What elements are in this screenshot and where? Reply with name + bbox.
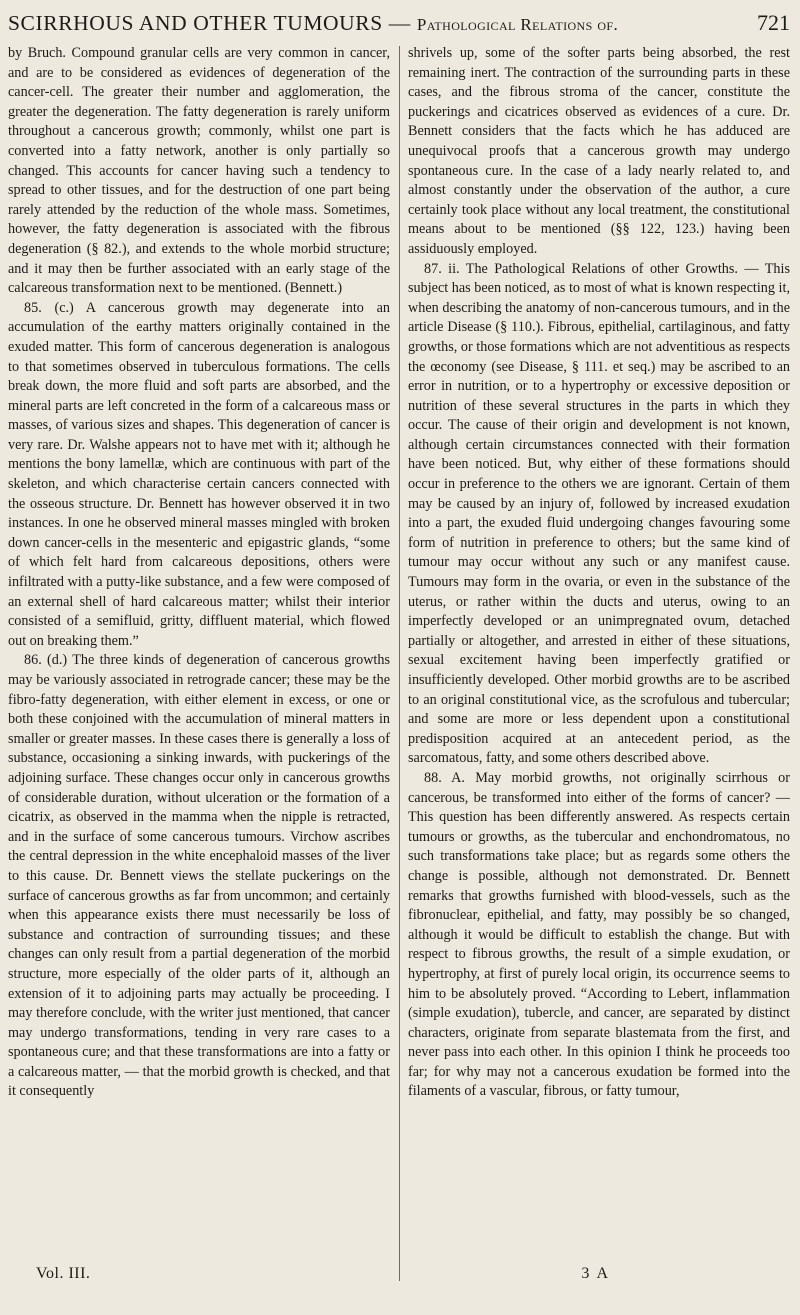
running-title: [8, 11, 618, 36]
paragraph: by Bruch. Compound granular cells are very common in cancer, and are to be considered as evidences of degeneration of the cancer-cell. The greater their number and agglomeration, the greater the degeneration. The fatty degeneration is rarely uniform throughout a cancerous growth; commonly, whilst one part is converted into a fatty network, another is only partially so changed. This accounts for cancer having such a tendency to spread to other tissues, and for the destruction of one part being rarely attended by the reduction of the whole mass. Sometimes, however, the fatty degeneration is associated with the fibrous degeneration (§ 82.), and extends to the whole morbid structure; and it may then be further associated with an early stage of the calcareous transformation next to be mentioned. (Bennett.): [8, 45, 390, 297]
text-columns: [8, 44, 790, 1284]
running-header: [8, 10, 790, 44]
running-title-section: Pathological Relations of.: [416, 15, 619, 34]
running-title-main: SCIRRHOUS AND OTHER TUMOURS —: [8, 11, 417, 35]
column-divider: [399, 46, 400, 1281]
signature-mark: 3 A: [581, 1265, 610, 1282]
page-number: 721: [757, 10, 790, 35]
volume-label: Vol. III.: [36, 1265, 91, 1282]
paragraph: 86. (d.) The three kinds of degeneration of cancerous growths may be variously associated in retrograde cancer; these may be the fibro-fatty degeneration, with either element in excess, or one or both these conjoined with the accumulation of mineral matters in smaller or greater masses. In these cases there is generally a loss of substance, occasioning a sinking inwards, with puckerings of the adjoining surface. These changes occur only in cancerous growths of considerable duration, without ulceration or the formation of a cicatrix, as observed in the mamma when the nipple is retracted, and in the surface of some cancerous tumours. Virchow ascribes the central depression in the white encephaloid masses of the liver to this cause. Dr. Bennett views the stellate puckerings on the surface of cancerous growths as far from uncommon; and certainly when this appearance exists there must necessarily be loss of substance and contraction of surrounding tissues; and these changes can only result from a partial degeneration of the morbid structure, more especially of the older parts of it, although an extension of it to adjoining parts may actually be proceeding. I may therefore conclude, with the writer just mentioned, that cancer may undergo transformations, tending in very rare cases to a spontaneous cure; and that these transformations are into a fatty or a calcareous matter, — that the morbid growth is checked, and that it consequently: [8, 652, 390, 1100]
paragraph: 87. ii. The Pathological Relations of other Growths. — This subject has been noticed, as to most of what is known respecting it, when describing the anatomy of non-cancerous tumours, and in the article Disease (§ 110.). Fibrous, epithelial, cartilaginous, and fatty growths, or those formations which are not adventitious as respects the œconomy (see Disease, § 111. et seq.) may be ascribed to an error in nutrition, or to a hypertrophy or excessive deposition or nutrition of these several structures in the parts in which they occur. The cause of their origin and development is not known, although certain circumstances connected with their formation have been noticed. But, why either of these formations should occur in preference to the others we are ignorant. Certain of them may be caused by an injury of, followed by increased exudation into a part, the exuded fluid undergoing changes favouring some form of nutrition in preference to others; but the same kind of tumour may occur without any such or any manifest cause. Tumours may form in the ovaria, or even in the substance of the uterus, or rather within the ducts and uterus, owing to an imperfectly developed or an unimpregnated ovum, detached partially or altogether, and arrested in either of these situations, sexual excitement having been imperfectly gratified or insufficiently developed. Other morbid growths are to be ascribed to an original constitutional vice, as the scrofulous and tubercular; and some are more or less dependent upon a constitutional predisposition acquired at an antecedent period, as the sarcomatous, fatty, and some others described above.: [408, 260, 790, 767]
page-footer: [8, 1265, 790, 1287]
left-column: [8, 44, 390, 1284]
paragraph: 88. A. May morbid growths, not originally scirrhous or cancerous, be transformed into either of the forms of cancer? — This question has been differently answered. As respects certain tumours or growths, as the tubercular and enchondromatous, no such transformations take place; but as regards some others the change is possible, although not demonstrated. Dr. Bennett remarks that growths furnished with blood-vessels, such as the fibronuclear, epithelial, and fatty, may possibly be so changed, although it would be difficult to establish the change. But with respect to fibrous growths, the result of a simple exudation, or hypertrophy, at first of purely local origin, its occurrence seems to him to be absolutely proved. “According to Lebert, inflammation (simple exudation), tubercle, and cancer, are separated by distinct characters, originate from separate blastemata from the first, and never pass into each other. In this opinion I think he proceeds too far; for why may not a cancerous exudation be formed into the filaments of a vascular, fibrous, or fatty tumour,: [408, 769, 790, 1100]
paragraph: 85. (c.) A cancerous growth may degenerate into an accumulation of the earthy matters originally contained in the exuded matter. This form of cancerous degeneration is analogous to that sometimes observed in tuberculous formations. The cells break down, the more fluid and soft parts are absorbed, and the mineral parts are left concreted in the form of a calcareous mass or masses, of various sizes and shapes. This degeneration of cancer is very rare. Dr. Walshe appears not to have met with it; although he mentions the bony lamellæ, which are continuous with part of the skeleton, and which characterise certain cancers connected with the osseous structure. Dr. Bennett has however observed it in two instances. In one he observed mineral masses mingled with broken down cancer-cells in the mesenteric and epigastric glands, “some of which felt hard from calcareous depositions, others were infiltrated with a putty-like substance, and a few were composed of an external shell of hard calcareous matter; whilst their interior consisted of a semifluid, gritty, diffluent material, which flowed out on breaking them.”: [8, 299, 390, 649]
right-column: [408, 44, 790, 1284]
paragraph: shrivels up, some of the softer parts being absorbed, the rest remaining inert. The contraction of the surrounding parts in these cases, and the fibrous stroma of the cancer, constitute the puckerings and cicatrices observed as evidences of a cure. Dr. Bennett considers that the facts which he has adduced are unequivocal proofs that a cancerous growth may undergo spontaneous cure. In the case of a lady nearly related to, and almost constantly under the observation of the author, a cure certainly took place without any local treatment, the constitutional means about to be mentioned (§§ 122, 123.) having been assiduously employed.: [408, 45, 790, 257]
